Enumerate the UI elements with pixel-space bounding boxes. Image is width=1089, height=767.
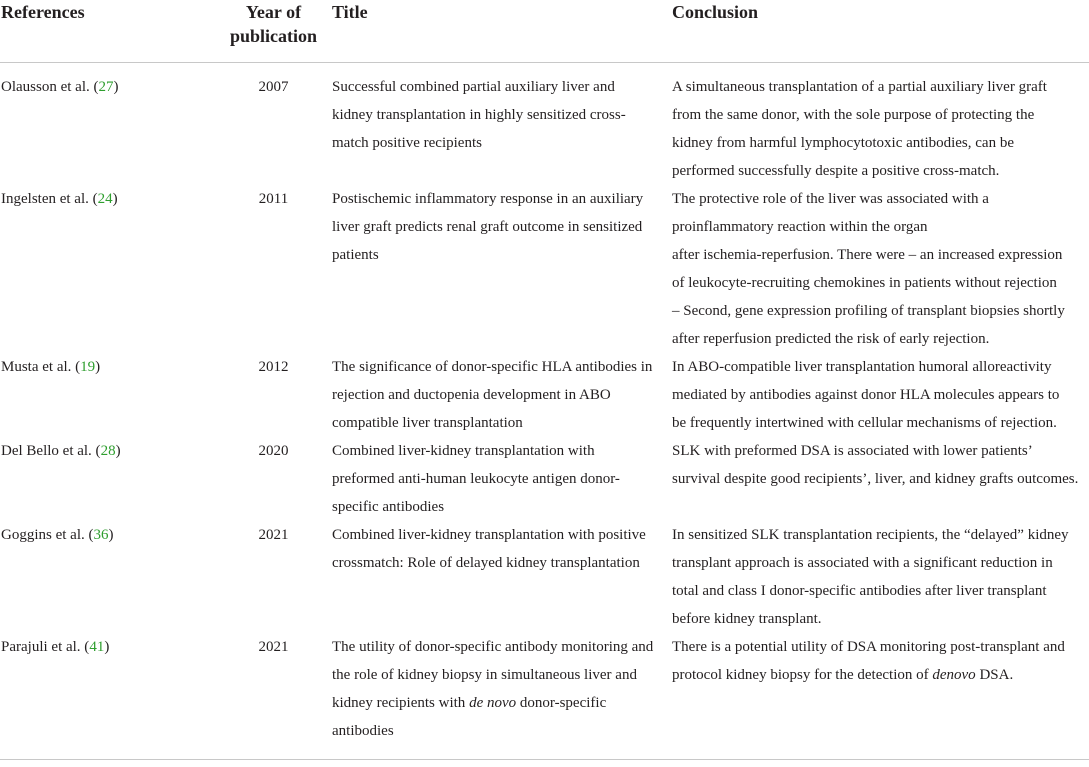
- author-text: Del Bello et al. (: [1, 443, 101, 459]
- paren-close: ): [113, 79, 119, 95]
- conclusion-line: mediated by antibodies against donor HLA molecules appears to: [672, 387, 1060, 403]
- conclusion-line: of leukocyte-recruiting chemokines in patients without rejection: [672, 275, 1057, 291]
- conclusion-line: total and class I donor-specific antibodies after liver transplant: [672, 583, 1047, 599]
- conclusion-line: proinflammatory reaction within the organ: [672, 219, 928, 235]
- conclusion-line: [672, 661, 1089, 689]
- conclusion-cell: [672, 437, 1089, 521]
- title-cell: Combined liver-kidney transplantation with preformed anti-human leukocyte antigen donor-specific antibodies: [332, 443, 620, 515]
- conclusion-line: The protective role of the liver was associated with a: [672, 191, 989, 207]
- author-text: Musta et al. (: [1, 359, 81, 375]
- author-text: Olausson et al. (: [1, 79, 99, 95]
- year-cell: 2007: [258, 79, 289, 95]
- paren-close: ): [115, 443, 121, 459]
- conclusion-cell: [672, 185, 1089, 353]
- conclusion-cell: [672, 353, 1089, 437]
- author-text: Goggins et al. (: [1, 527, 94, 543]
- title-cell: Combined liver-kidney transplantation with positive crossmatch: Role of delayed kidney transplantation: [332, 527, 646, 571]
- header-row: [0, 0, 1089, 63]
- header-references: References: [0, 0, 215, 63]
- conclusion-cell: [672, 521, 1089, 633]
- author-text: Parajuli et al. (: [1, 639, 90, 655]
- reference-cell: [0, 353, 215, 437]
- title-text: The utility of donor-specific antibody monitoring and the role of kidney biopsy in simultaneous liver and kidney recipients with: [332, 639, 654, 711]
- table-row: [0, 185, 1089, 353]
- reference-cell: [0, 185, 215, 353]
- header-year: Year of publication: [215, 0, 332, 63]
- title-cell: [332, 633, 672, 760]
- conclusion-text: DSA.: [975, 667, 1014, 683]
- conclusion-line: after ischemia-reperfusion. There were – an increased expression: [672, 247, 1063, 263]
- paren-close: ): [112, 191, 118, 207]
- conclusion-line: transplant approach is associated with a significant reduction in: [672, 555, 1053, 571]
- header-conclusion: Conclusion: [672, 0, 1089, 63]
- conclusion-line: In sensitized SLK transplantation recipients, the “delayed” kidney: [672, 527, 1069, 543]
- year-cell: 2011: [258, 191, 289, 207]
- author-text: Ingelsten et al. (: [1, 191, 98, 207]
- citation-link[interactable]: 19: [80, 359, 96, 375]
- table-row: [0, 521, 1089, 633]
- citation-link[interactable]: 41: [89, 639, 105, 655]
- reference-cell: [0, 63, 215, 186]
- conclusion-line: SLK with preformed DSA is associated with lower patients’: [672, 443, 1033, 459]
- conclusion-line: after reperfusion predicted the risk of early rejection.: [672, 331, 990, 347]
- conclusion-line: A simultaneous transplantation of a partial auxiliary liver graft: [672, 79, 1047, 95]
- citation-link[interactable]: 27: [98, 79, 114, 95]
- title-cell: The significance of donor-specific HLA antibodies in rejection and ductopenia development in ABO compatible liver transplantation: [332, 359, 653, 431]
- conclusion-line: before kidney transplant.: [672, 611, 822, 627]
- conclusion-cell: [672, 633, 1089, 760]
- conclusion-italic: denovo: [932, 667, 976, 683]
- title-italic: de novo: [469, 695, 517, 711]
- paren-close: ): [108, 527, 114, 543]
- conclusion-line: – Second, gene expression profiling of transplant biopsies shortly: [672, 303, 1065, 319]
- conclusion-line: be frequently intertwined with cellular mechanisms of rejection.: [672, 415, 1057, 431]
- conclusion-line: from the same donor, with the sole purpose of protecting the: [672, 107, 1035, 123]
- year-cell: 2021: [258, 527, 289, 543]
- conclusion-line: survival despite good recipients’, liver, and kidney grafts outcomes.: [672, 471, 1079, 487]
- title-cell: Successful combined partial auxiliary liver and kidney transplantation in highly sensitized cross-match positive recipients: [332, 79, 626, 151]
- conclusion-line: There is a potential utility of DSA monitoring post-transplant and: [672, 639, 1065, 655]
- paren-close: ): [95, 359, 101, 375]
- reference-cell: [0, 633, 215, 760]
- title-text: donor-specific antibodies: [332, 695, 607, 739]
- table-row: [0, 63, 1089, 186]
- citation-link[interactable]: 24: [97, 191, 113, 207]
- conclusion-line: In ABO-compatible liver transplantation humoral alloreactivity: [672, 359, 1052, 375]
- year-cell: 2012: [258, 359, 289, 375]
- table-row: [0, 633, 1089, 760]
- title-cell: Postischemic inflammatory response in an auxiliary liver graft predicts renal graft outcome in sensitized patients: [332, 191, 644, 263]
- conclusion-line: performed successfully despite a positive cross-match.: [672, 163, 1000, 179]
- table-row: [0, 437, 1089, 521]
- header-title: Title: [332, 0, 672, 63]
- citation-link[interactable]: 28: [100, 443, 116, 459]
- conclusion-text: protocol kidney biopsy for the detection of: [672, 667, 933, 683]
- conclusion-line: kidney from harmful lymphocytotoxic antibodies, can be: [672, 135, 1014, 151]
- reference-cell: [0, 521, 215, 633]
- year-cell: 2020: [258, 443, 289, 459]
- year-cell: 2021: [215, 633, 332, 760]
- conclusion-cell: [672, 63, 1089, 186]
- citation-link[interactable]: 36: [93, 527, 109, 543]
- reference-cell: [0, 437, 215, 521]
- paren-close: ): [104, 639, 110, 655]
- table-row: [0, 353, 1089, 437]
